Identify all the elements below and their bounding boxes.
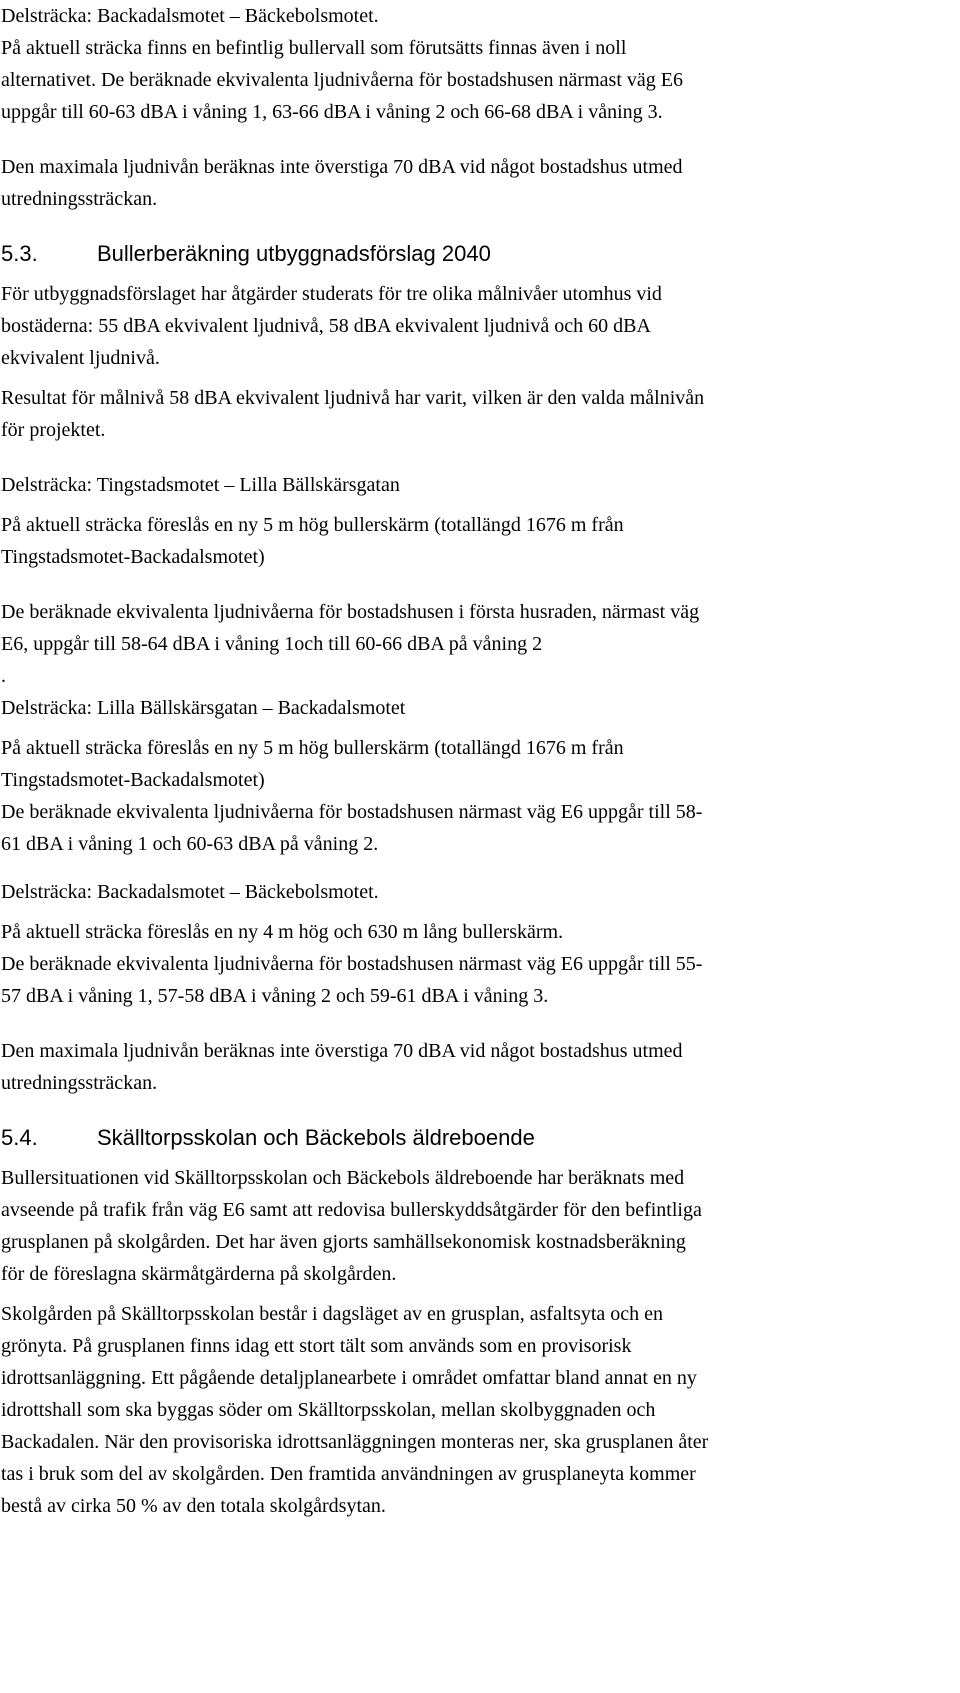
section-heading-5-4	[1, 1122, 956, 1154]
text-line: Bullersituationen vid Skälltorpsskolan och Bäckebols äldreboende har beräknats med	[1, 1167, 685, 1189]
text-line: Delsträcka: Backadalsmotet – Bäckebolsmotet.	[1, 5, 379, 27]
text-line: grusplanen på skolgården. Det har även gjorts samhällsekonomisk kostnadsberäkning	[1, 1231, 686, 1253]
text-line: alternativet. De beräknade ekvivalenta ljudnivåerna för bostadshusen närmast väg E6	[1, 69, 683, 91]
text-line: Den maximala ljudnivån beräknas inte överstiga 70 dBA vid något bostadshus utmed	[1, 156, 683, 178]
text-line: bostäderna: 55 dBA ekvivalent ljudnivå, 58 dBA ekvivalent ljudnivå och 60 dBA	[1, 315, 651, 337]
text-line: E6, uppgår till 58-64 dBA i våning 1och till 60-66 dBA på våning 2	[1, 633, 543, 655]
text-line: Skolgården på Skälltorpsskolan består i dagsläget av en grusplan, asfaltsyta och en	[1, 1303, 664, 1325]
text-line: På aktuell sträcka föreslås en ny 5 m hög bullerskärm (totallängd 1676 m från	[1, 737, 624, 759]
section-number: 5.4.	[1, 1125, 38, 1150]
text-line: idrottshall som ska byggas söder om Skälltorpsskolan, mellan skolbyggnaden och	[1, 1399, 656, 1421]
text-line: Backadalen. När den provisoriska idrottsanläggningen monteras ner, ska grusplanen åter	[1, 1431, 709, 1453]
paragraph-tingstad-barrier	[1, 509, 956, 573]
paragraph-target-levels	[1, 278, 956, 374]
paragraph-result	[1, 382, 956, 446]
text-line: Resultat för målnivå 58 dBA ekvivalent ljudnivå har varit, vilken är den valda målnivån	[1, 387, 705, 409]
section-title: Skälltorpsskolan och Bäckebols äldreboende	[97, 1125, 535, 1150]
text-line: De beräknade ekvivalenta ljudnivåerna för bostadshusen närmast väg E6 uppgår till 55-	[1, 953, 703, 975]
text-line: På aktuell sträcka föreslås en ny 4 m hög och 630 m lång bullerskärm.	[1, 921, 564, 943]
text-line: uppgår till 60-63 dBA i våning 1, 63-66 dBA i våning 2 och 66-68 dBA i våning 3.	[1, 101, 663, 123]
paragraph-max-level-backadal	[1, 1035, 956, 1099]
text-line: Delsträcka: Tingstadsmotet – Lilla Bällskärsgatan	[1, 474, 400, 496]
paragraph-tingstad-levels	[1, 596, 956, 692]
text-line: Tingstadsmotet-Backadalsmotet)	[1, 546, 265, 568]
text-line: De beräknade ekvivalenta ljudnivåerna för bostadshusen i första husraden, närmast väg	[1, 601, 700, 623]
text-line: Den maximala ljudnivån beräknas inte överstiga 70 dBA vid något bostadshus utmed	[1, 1040, 683, 1062]
delstracka-heading-tingstad	[1, 469, 956, 501]
text-line: Delsträcka: Lilla Bällskärsgatan – Backadalsmotet	[1, 697, 406, 719]
text-line: tas i bruk som del av skolgården. Den framtida användningen av grusplaneyta kommer	[1, 1463, 696, 1485]
paragraph-lilla-barrier	[1, 732, 956, 860]
delstracka-heading-lilla	[1, 692, 956, 724]
text-line: 57 dBA i våning 1, 57-58 dBA i våning 2 och 59-61 dBA i våning 3.	[1, 985, 549, 1007]
paragraph-max-level-top	[1, 151, 956, 215]
text-line: idrottsanläggning. Ett pågående detaljplanearbete i området omfattar bland annat en ny	[1, 1367, 697, 1389]
paragraph-schoolyard	[1, 1298, 956, 1522]
text-line: De beräknade ekvivalenta ljudnivåerna för bostadshusen närmast väg E6 uppgår till 58-	[1, 801, 703, 823]
text-line: grönyta. På grusplanen finns idag ett stort tält som används som en provisorisk	[1, 1335, 632, 1357]
text-line: utredningssträckan.	[1, 188, 158, 210]
text-line: Tingstadsmotet-Backadalsmotet)	[1, 769, 265, 791]
section-heading-5-3	[1, 238, 956, 270]
text-line: På aktuell sträcka föreslås en ny 5 m hög bullerskärm (totallängd 1676 m från	[1, 514, 624, 536]
text-line: För utbyggnadsförslaget har åtgärder studerats för tre olika målnivåer utomhus vid	[1, 283, 662, 305]
section-title: Bullerberäkning utbyggnadsförslag 2040	[97, 241, 491, 266]
text-line: .	[1, 665, 6, 687]
text-line: På aktuell sträcka finns en befintlig bullervall som förutsätts finnas även i noll	[1, 37, 627, 59]
text-line: bestå av cirka 50 % av den totala skolgårdsytan.	[1, 1495, 386, 1517]
text-line: för projektet.	[1, 419, 106, 441]
delstracka-heading-backadal	[1, 876, 956, 908]
delstracka-heading-top	[1, 0, 956, 32]
text-line: avseende på trafik från väg E6 samt att redovisa bullerskyddsåtgärder för den befintliga	[1, 1199, 702, 1221]
section-number: 5.3.	[1, 241, 38, 266]
paragraph-backadal-barrier	[1, 916, 956, 1012]
paragraph-noise-situation	[1, 1162, 956, 1290]
text-line: Delsträcka: Backadalsmotet – Bäckebolsmotet.	[1, 881, 379, 903]
text-line: för de föreslagna skärmåtgärderna på skolgården.	[1, 1263, 397, 1285]
text-line: utredningssträckan.	[1, 1072, 158, 1094]
paragraph-existing-barrier	[1, 32, 956, 128]
text-line: ekvivalent ljudnivå.	[1, 347, 160, 369]
text-line: 61 dBA i våning 1 och 60-63 dBA på våning 2.	[1, 833, 379, 855]
